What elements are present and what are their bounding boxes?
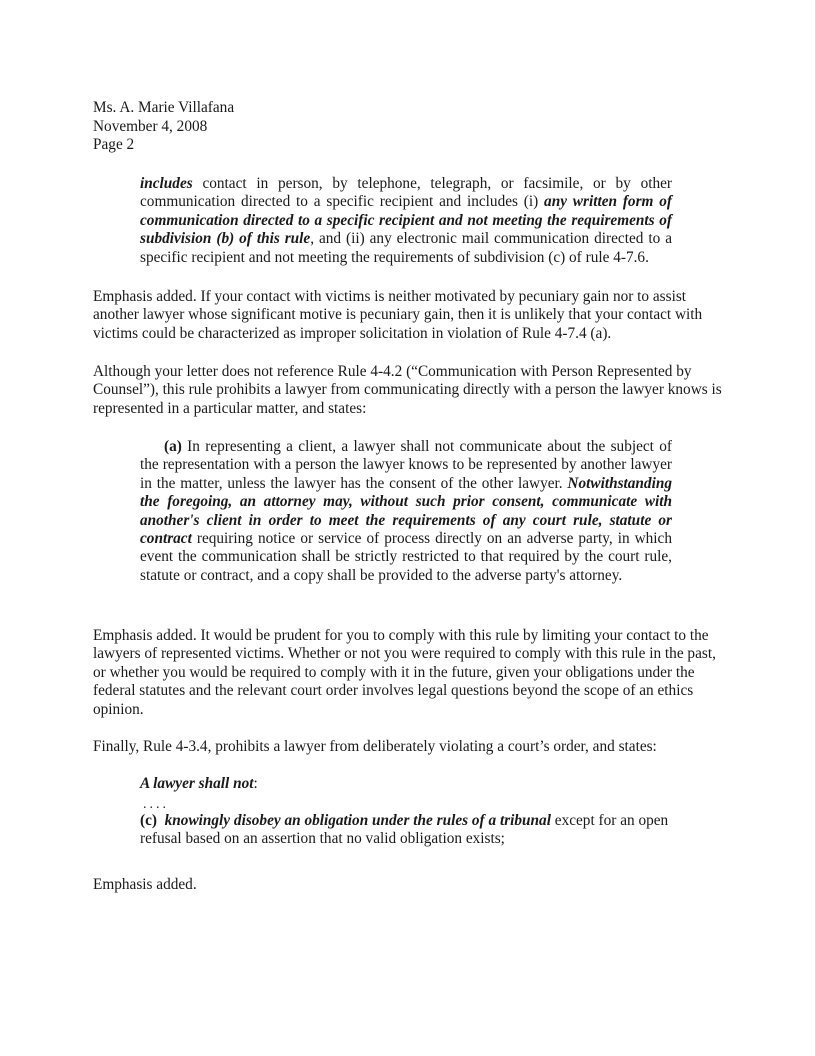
- letter-date: November 4, 2008: [93, 117, 208, 135]
- quote1-text-1: contact in person, by telephone, telegraph, or facsimile, or by other communication directed to a specific recipient and includes (i): [140, 175, 672, 211]
- quote3-lead: A lawyer shall not: [140, 775, 254, 792]
- quote1-text-2: , and (ii) any electronic mail communication directed to a specific recipient and not meeting the requirements of subdivision (c) of rule 4-7.6.: [140, 230, 672, 266]
- quote3-ellipsis: ....: [143, 797, 169, 812]
- paragraph-4: Finally, Rule 4-3.4, prohibits a lawyer from deliberately violating a court’s order, and states:: [93, 738, 657, 755]
- paragraph-1: Emphasis added. If your contact with victims is neither motivated by pecuniary gain nor to assist another lawyer whose significant motive is pecuniary gain, then it is unlikely that your contact with victims could be characterized as improper solicitation in violation of Rule 4-7.4 (a).: [93, 288, 703, 342]
- letter-header: [93, 99, 234, 155]
- paragraph-2: Although your letter does not reference Rule 4-4.2 (“Communication with Person Represented by Counsel”), this rule prohibits a lawyer from communicating directly with a person the lawyer knows is represented in a particular matter, and states:: [93, 363, 722, 417]
- paragraph-5: Emphasis added.: [93, 876, 197, 893]
- quote-rule-4-7-4: [140, 175, 672, 267]
- quote1-emphasis: any written form of communication directed to a specific recipient and not meeting the requirements of subdivision (b) of this rule: [140, 193, 672, 248]
- quote2-label: (a): [164, 438, 182, 455]
- quote1-lead: includes: [140, 175, 193, 192]
- quote3-label: (c): [140, 812, 157, 829]
- recipient-name: Ms. A. Marie Villafana: [93, 99, 235, 116]
- quote3-text: except for an open refusal based on an assertion that no valid obligation exists;: [140, 812, 669, 848]
- quote2-text-2: requiring notice or service of process directly on an adverse party, in which event the communication shall be strictly restricted to that required by the court rule, statute or contract, and a copy shall be provided to the adverse party's attorney.: [140, 530, 672, 584]
- paragraph-3: Emphasis added. It would be prudent for you to comply with this rule by limiting your contact to the lawyers of represented victims. Whether or not you were required to comply with this rule in the past, or whether you would be required to comply with it in the future, given your obligations under the federal statutes and the relevant court order involves legal questions beyond the scope of an ethics opinion.: [93, 627, 716, 718]
- quote2-emphasis: Notwithstanding the foregoing, an attorney may, without such prior consent, communicate with another's client in order to meet the requirements of any court rule, statute or contract: [140, 474, 672, 548]
- quote3-lead-line: [140, 775, 676, 793]
- quote2-text-1: In representing a client, a lawyer shall not communicate about the subject of the representation with a person the lawyer knows to be represented by another lawyer in the matter, unless the lawyer has the consent of the other lawyer.: [140, 438, 672, 492]
- quote3-emphasis: knowingly disobey an obligation under the rules of a tribunal: [164, 812, 551, 829]
- quote-rule-4-4-2: [140, 438, 672, 585]
- quote-rule-4-3-4: [140, 812, 680, 849]
- page-number: Page 2: [93, 136, 135, 153]
- quote3-colon: :: [253, 775, 258, 792]
